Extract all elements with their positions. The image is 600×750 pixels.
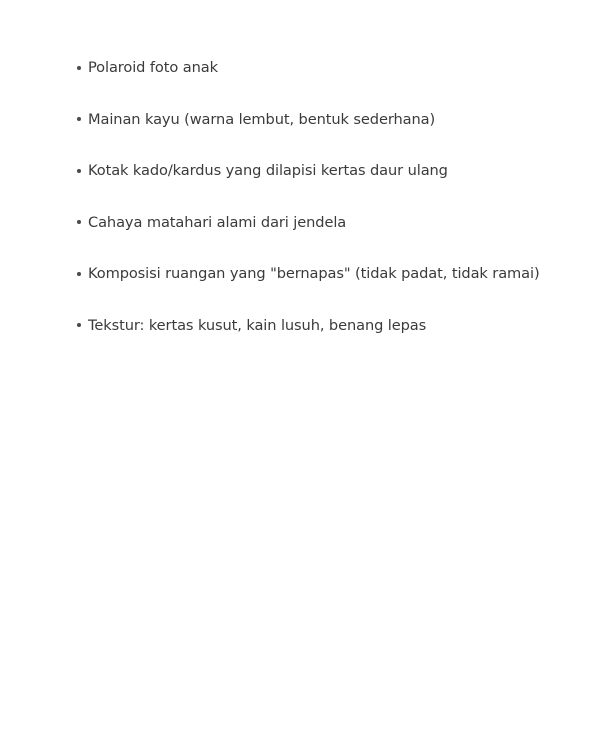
bullet-point	[77, 220, 81, 224]
list-item	[73, 160, 588, 181]
list-item-text: Cahaya matahari alami dari jendela	[88, 213, 347, 231]
bullet-point	[77, 169, 81, 173]
list-item-text: Tekstur: kertas kusut, kain lusuh, benang lepas	[88, 316, 427, 334]
list-item	[73, 315, 588, 336]
list-item	[73, 263, 588, 284]
list-item-text: Komposisi ruangan yang "bernapas" (tidak padat, tidak ramai)	[88, 265, 540, 282]
list-item-text: Polaroid foto anak	[88, 59, 218, 76]
bullet-point	[77, 272, 81, 276]
list-item	[73, 109, 588, 130]
bullet-point	[77, 66, 81, 70]
list-item-text: Mainan kayu (warna lembut, bentuk sederhana)	[88, 110, 436, 128]
list-item-text: Kotak kado/kardus yang dilapisi kertas daur ulang	[88, 162, 448, 179]
list-item	[73, 212, 588, 233]
bullet-point	[77, 323, 81, 327]
list-item	[73, 57, 588, 78]
bullet-list	[73, 57, 588, 366]
bullet-point	[77, 117, 81, 121]
